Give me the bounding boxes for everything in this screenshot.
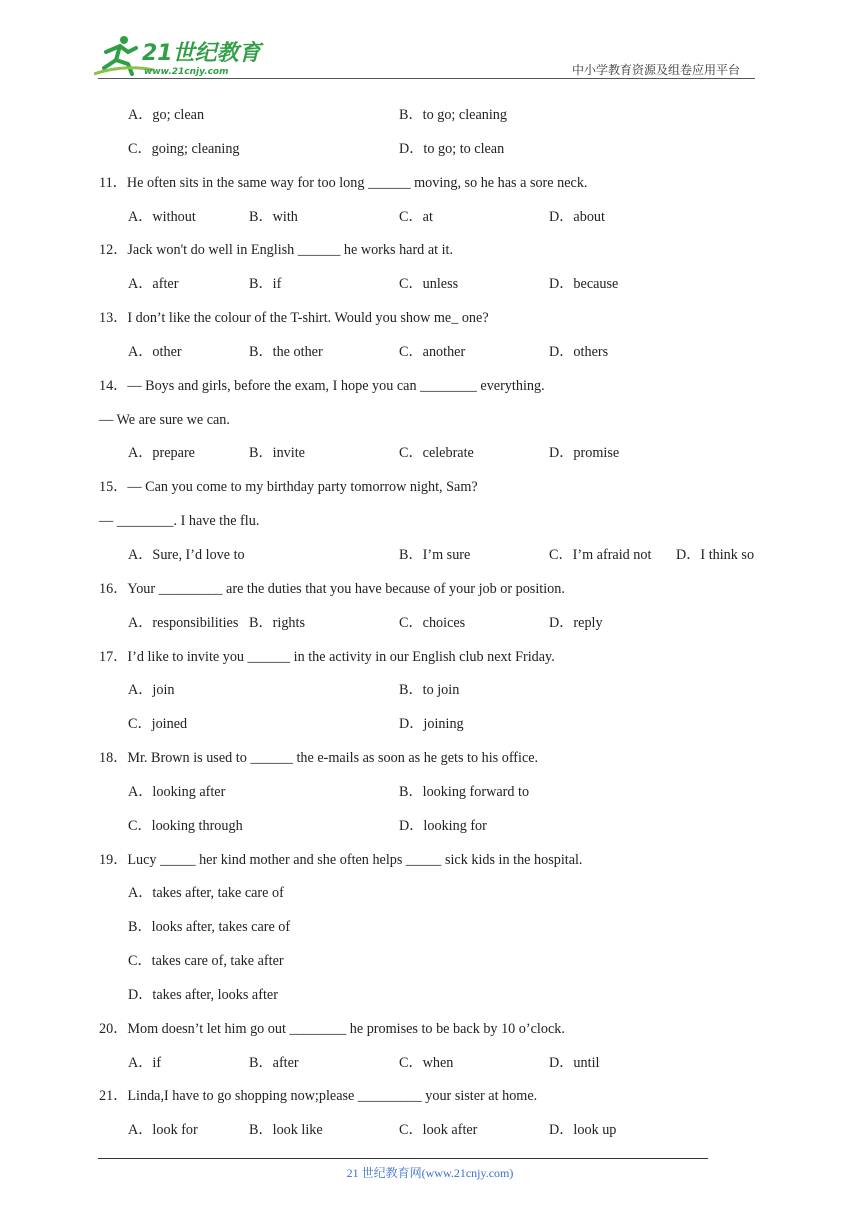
question-list [0,104,860,1153]
footer-divider [98,1158,708,1159]
option-text: D．takes after, looks after [128,986,278,1003]
option-text: A．takes after, take care of [128,885,284,902]
question-text: 19．Lucy _____ her kind mother and she often helps _____ sick kids in the hospital. [99,851,583,868]
option-text: B．I’m sure [399,546,471,563]
question-line [0,1018,860,1052]
option-text: D．because [549,276,619,293]
question-text: 20．Mom doesn’t let him go out ________ he promises to be back by 10 o’clock. [99,1020,565,1037]
options-line [0,984,860,1018]
option-text: A．if [128,1054,162,1071]
option-text: B．after [249,1054,299,1071]
option-text: B．to join [399,682,460,699]
option-text: C．I’m afraid not [549,546,652,563]
question-text: 14．— Boys and girls, before the exam, I hope you can ________ everything. [99,377,545,394]
question-text: 18．Mr. Brown is used to ______ the e-mails as soon as he gets to his office. [99,750,539,767]
question-line [0,239,860,273]
option-text: D．I think so [676,546,755,563]
option-text: C．takes care of, take after [128,953,284,970]
options-line [0,341,860,375]
option-text: C．at [399,208,433,225]
option-text: D．promise [549,445,620,462]
option-text: D．about [549,208,605,225]
option-text: B．look like [249,1122,323,1139]
option-text: C．choices [399,614,466,631]
option-text: A．go; clean [128,107,205,123]
options-line [0,882,860,916]
option-text: C．when [399,1054,454,1071]
option-text: C．looking through [128,817,243,834]
question-text: 12．Jack won't do well in English ______ he works hard at it. [99,242,454,259]
option-text: C．going; cleaning [128,140,240,157]
option-text: C．another [399,343,466,360]
option-text: A．looking after [128,783,226,800]
question-line [0,307,860,341]
option-text: C．joined [128,716,188,733]
option-text: B．with [249,208,298,225]
page-header [0,0,860,80]
header-divider [98,78,755,79]
option-text: B．the other [249,343,323,360]
options-line [0,781,860,815]
question-line [0,172,860,206]
option-text: D．reply [549,614,603,631]
option-text: C．look after [399,1122,478,1139]
option-text: B．to go; cleaning [399,107,507,123]
option-text: B．looking forward to [399,783,530,800]
options-line [0,442,860,476]
platform-name: 中小学教育资源及组卷应用平台 [572,63,741,77]
runner-logo-icon [94,34,264,78]
option-text: D．others [549,343,609,360]
option-text: B．if [249,276,282,293]
option-text: A．without [128,208,196,225]
option-text: B．invite [249,445,305,462]
option-text: B．rights [249,614,305,631]
option-text: C．unless [399,276,459,293]
svg-text:www.21cnjy.com: www.21cnjy.com [144,67,229,77]
question-line [0,646,860,680]
option-text: A．other [128,343,182,360]
option-text: A．join [128,682,175,699]
option-text: A．Sure, I’d love to [128,546,245,563]
options-line [0,544,860,578]
options-line [0,104,860,138]
options-line [0,1119,860,1153]
site-logo [94,34,264,78]
question-line [0,375,860,409]
options-line [0,1052,860,1086]
option-text: A．responsibilities [128,614,239,631]
question-text: 17．I’d like to invite you ______ in the activity in our English club next Friday. [99,648,555,665]
option-text: D．until [549,1054,600,1071]
question-text: 21．Linda,I have to go shopping now;please _________ your sister at home. [99,1088,538,1105]
options-line [0,273,860,307]
question-text: 13．I don’t like the colour of the T-shirt. Would you show me_ one? [99,310,489,327]
option-text: D．to go; to clean [399,140,505,157]
option-text: D．joining [399,716,464,733]
question-line [0,747,860,781]
option-text: A．look for [128,1122,198,1139]
options-line [0,679,860,713]
question-line [0,849,860,883]
question-text: — ________. I have the flu. [99,513,260,530]
option-text: D．look up [549,1122,617,1139]
options-line [0,950,860,984]
question-text: 16．Your _________ are the duties that you have because of your job or position. [99,580,565,597]
question-line [0,476,860,510]
question-text: 15．— Can you come to my birthday party tomorrow night, Sam? [99,479,478,496]
question-line [0,409,860,443]
option-text: C．celebrate [399,445,474,462]
option-text: D．looking for [399,817,487,834]
option-text: B．looks after, takes care of [128,919,291,936]
option-text: A．prepare [128,445,195,462]
svg-text:21世纪教育: 21世纪教育 [142,41,261,66]
question-text: — We are sure we can. [99,411,230,428]
question-line [0,578,860,612]
options-line [0,815,860,849]
option-text: A．after [128,276,179,293]
options-line [0,206,860,240]
options-line [0,612,860,646]
question-line [0,510,860,544]
options-line [0,138,860,172]
footer-source: 21 世纪教育网(www.21cnjy.com) [346,1166,514,1180]
question-text: 11．He often sits in the same way for too long ______ moving, so he has a sore neck. [99,174,588,191]
question-line [0,1085,860,1119]
options-line [0,916,860,950]
options-line [0,713,860,747]
